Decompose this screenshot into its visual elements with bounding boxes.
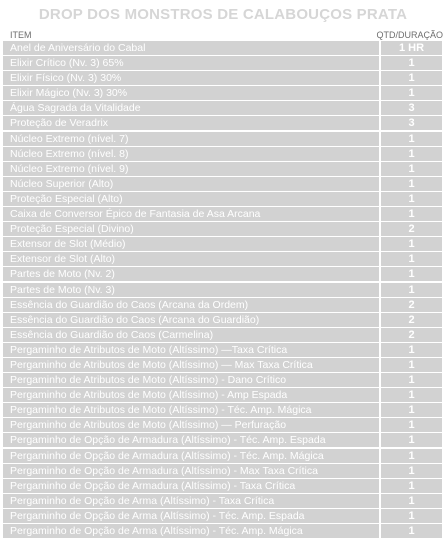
item-qty-cell: 3 [381, 101, 442, 115]
item-name-cell: Caixa de Conversor Épico de Fantasia de Asa Arcana [3, 207, 379, 221]
item-qty-cell: 1 [381, 494, 442, 508]
page-title: DROP DOS MONSTROS DE CALABOUÇOS PRATA [38, 6, 408, 23]
item-qty-cell: 2 [381, 298, 442, 312]
item-name-cell: Pergaminho de Opção de Arma (Altíssimo) - Téc. Amp. Mágica [3, 524, 379, 538]
table-row [0, 207, 446, 222]
item-name-cell: Pergaminho de Opção de Armadura (Altíssimo) - Taxa Crítica [3, 479, 379, 493]
item-name-cell: Núcleo Superior (Alto) [3, 177, 379, 191]
item-name-cell: Núcleo Extremo (nível. 9) [3, 162, 379, 176]
table-header [0, 29, 446, 41]
item-name-cell: Núcleo Extremo (nível. 8) [3, 147, 379, 161]
item-qty-cell: 1 [381, 177, 442, 191]
item-name-cell: Proteção de Veradrix [3, 116, 379, 130]
column-header-item: ITEM [10, 30, 32, 40]
item-qty-cell: 1 [381, 162, 442, 176]
item-name-cell: Extensor de Slot (Alto) [3, 252, 379, 266]
item-qty-cell: 1 [381, 207, 442, 221]
table-row [0, 479, 446, 494]
item-qty-cell: 1 HR [381, 41, 442, 55]
item-qty-cell: 1 [381, 388, 442, 402]
table-row [0, 86, 446, 101]
item-name-cell: Partes de Moto (Nv. 3) [3, 283, 379, 297]
table-row [0, 177, 446, 192]
item-qty-cell: 1 [381, 86, 442, 100]
item-qty-cell: 1 [381, 192, 442, 206]
item-name-cell: Anel de Aniversário do Cabal [3, 41, 379, 55]
table-row [0, 116, 446, 131]
item-name-cell: Pergaminho de Opção de Armadura (Altíssimo) - Téc. Amp. Mágica [3, 449, 379, 463]
item-name-cell: Proteção Especial (Divino) [3, 222, 379, 236]
item-name-cell: Pergaminho de Atributos de Moto (Altíssimo) — Max Taxa Crítica [3, 358, 379, 372]
item-name-cell: Essência do Guardião do Caos (Carmelina) [3, 328, 379, 342]
item-name-cell: Elixir Mágico (Nv. 3) 30% [3, 86, 379, 100]
item-qty-cell: 2 [381, 222, 442, 236]
table-row [0, 464, 446, 479]
table-row [0, 343, 446, 358]
item-qty-cell: 1 [381, 71, 442, 85]
drop-table-body [0, 41, 446, 539]
item-name-cell: Pergaminho de Atributos de Moto (Altíssimo) - Amp Espada [3, 388, 379, 402]
table-row [0, 313, 446, 328]
item-qty-cell: 1 [381, 479, 442, 493]
item-name-cell: Núcleo Extremo (nível. 7) [3, 132, 379, 146]
table-row [0, 267, 446, 282]
item-qty-cell: 1 [381, 56, 442, 70]
item-qty-cell: 1 [381, 403, 442, 417]
item-qty-cell: 3 [381, 116, 442, 130]
table-row [0, 101, 446, 116]
item-qty-cell: 1 [381, 237, 442, 251]
item-name-cell: Extensor de Slot (Médio) [3, 237, 379, 251]
item-name-cell: Água Sagrada da Vitalidade [3, 101, 379, 115]
item-name-cell: Partes de Moto (Nv. 2) [3, 267, 379, 281]
table-row [0, 192, 446, 207]
table-row [0, 509, 446, 524]
item-qty-cell: 1 [381, 524, 442, 538]
item-qty-cell: 1 [381, 509, 442, 523]
item-qty-cell: 1 [381, 433, 442, 447]
item-name-cell: Elixir Crítico (Nv. 3) 65% [3, 56, 379, 70]
item-qty-cell: 1 [381, 343, 442, 357]
table-row [0, 41, 446, 56]
item-qty-cell: 1 [381, 418, 442, 432]
item-qty-cell: 1 [381, 464, 442, 478]
item-qty-cell: 1 [381, 267, 442, 281]
item-qty-cell: 1 [381, 252, 442, 266]
table-row [0, 418, 446, 433]
table-row [0, 494, 446, 509]
item-qty-cell: 1 [381, 132, 442, 146]
item-name-cell: Pergaminho de Atributos de Moto (Altíssimo) - Téc. Amp. Mágica [3, 403, 379, 417]
table-row [0, 237, 446, 252]
table-row [0, 449, 446, 464]
item-name-cell: Proteção Especial (Alto) [3, 192, 379, 206]
table-row [0, 298, 446, 313]
table-row [0, 56, 446, 71]
table-row [0, 222, 446, 237]
item-qty-cell: 1 [381, 449, 442, 463]
table-row [0, 147, 446, 162]
item-qty-cell: 2 [381, 313, 442, 327]
table-row [0, 132, 446, 147]
table-row [0, 433, 446, 448]
item-name-cell: Pergaminho de Atributos de Moto (Altíssimo) —Taxa Crítica [3, 343, 379, 357]
table-row [0, 328, 446, 343]
table-row [0, 403, 446, 418]
table-row [0, 373, 446, 388]
table-row [0, 283, 446, 298]
table-row [0, 162, 446, 177]
item-name-cell: Elixir Físico (Nv. 3) 30% [3, 71, 379, 85]
item-name-cell: Essência do Guardião do Caos (Arcana da Ordem) [3, 298, 379, 312]
item-qty-cell: 1 [381, 373, 442, 387]
item-name-cell: Pergaminho de Opção de Arma (Altíssimo) - Taxa Crítica [3, 494, 379, 508]
table-row [0, 388, 446, 403]
table-row [0, 358, 446, 373]
item-name-cell: Essência do Guardião do Caos (Arcana do Guardião) [3, 313, 379, 327]
item-qty-cell: 2 [381, 328, 442, 342]
item-qty-cell: 1 [381, 147, 442, 161]
item-name-cell: Pergaminho de Atributos de Moto (Altíssimo) — Perfuração [3, 418, 379, 432]
item-name-cell: Pergaminho de Opção de Armadura (Altíssimo) - Max Taxa Crítica [3, 464, 379, 478]
item-qty-cell: 1 [381, 283, 442, 297]
item-name-cell: Pergaminho de Opção de Armadura (Altíssimo) - Téc. Amp. Espada [3, 433, 379, 447]
item-name-cell: Pergaminho de Opção de Arma (Altíssimo) - Téc. Amp. Espada [3, 509, 379, 523]
column-header-qty: QTD/DURAÇÃO [376, 30, 443, 40]
item-qty-cell: 1 [381, 358, 442, 372]
item-name-cell: Pergaminho de Atributos de Moto (Altíssimo) - Dano Crítico [3, 373, 379, 387]
table-row [0, 71, 446, 86]
table-row [0, 252, 446, 267]
